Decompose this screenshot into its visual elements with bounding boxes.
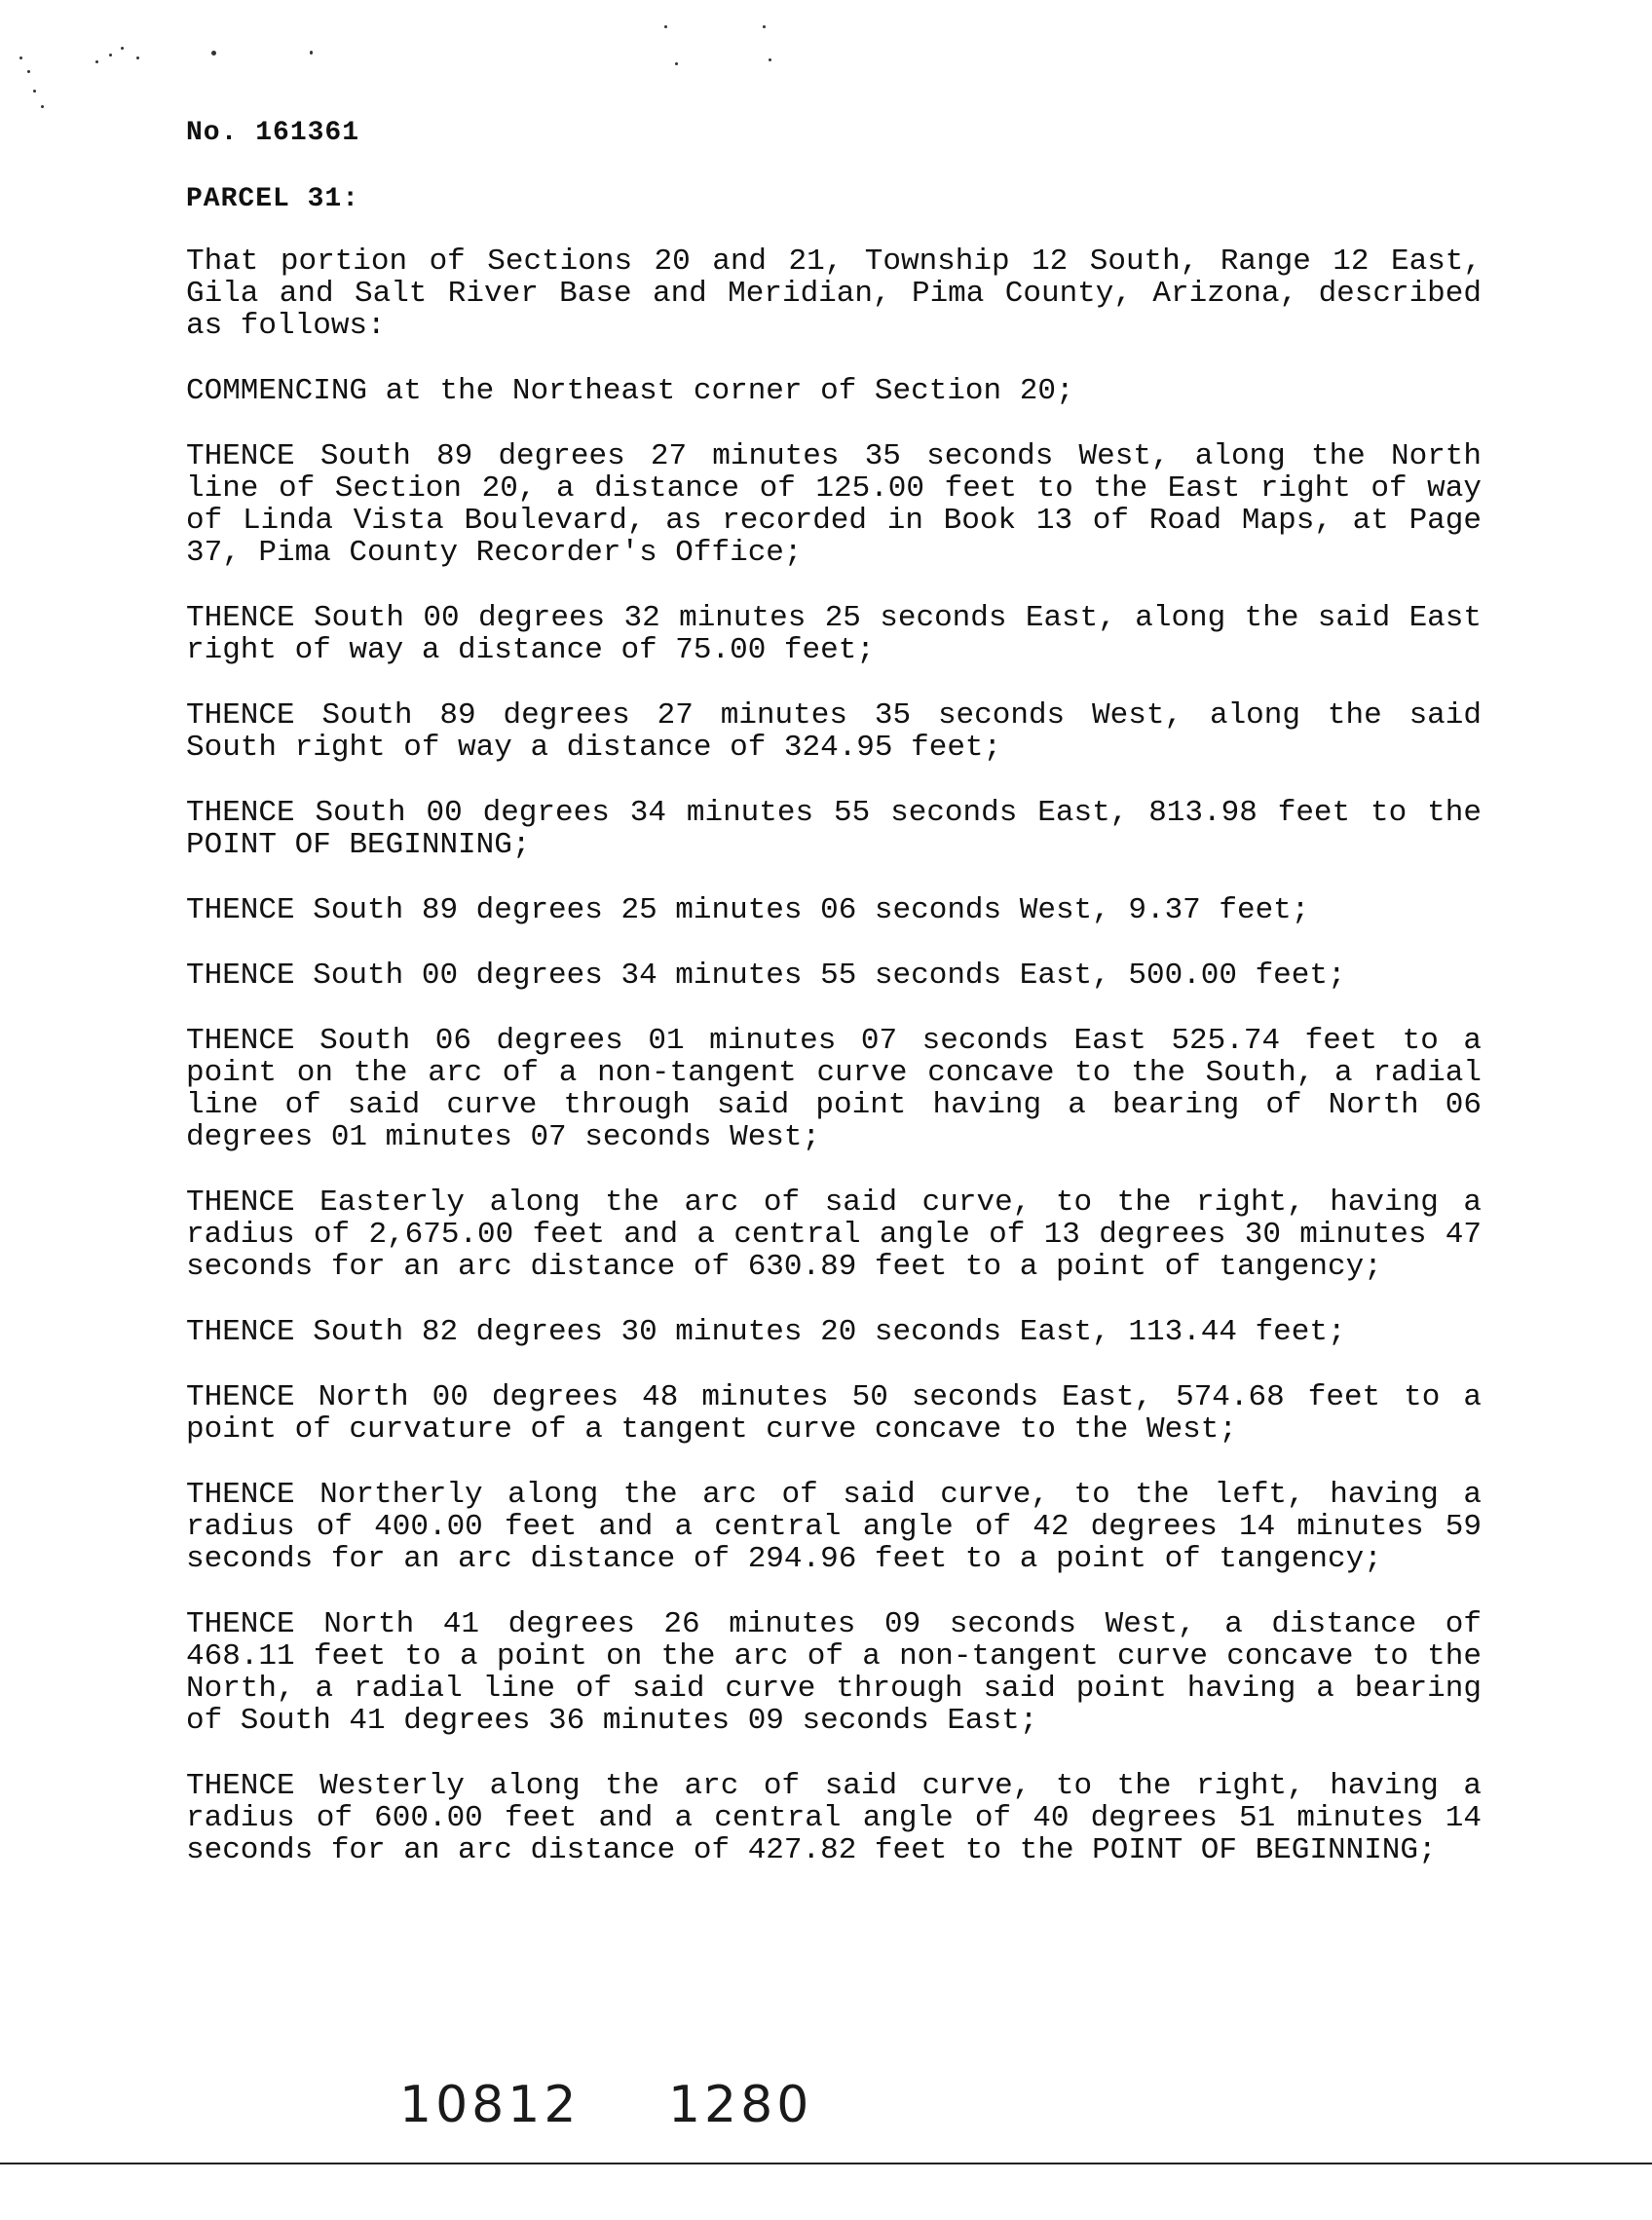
paragraph-course: THENCE South 89 degrees 25 minutes 06 seconds West, 9.37 feet; <box>186 893 1310 927</box>
parcel-heading: PARCEL 31: <box>186 184 360 214</box>
bottom-divider <box>0 2163 1652 2164</box>
paragraph-course: THENCE North 41 degrees 26 minutes 09 seconds West, a distance of 468.11 feet to a point on the arc of a non-tangent curve concave to the North, a radial line of said curve through said point having a bearing of South 41 degrees 36 minutes 09 seconds East; <box>186 1607 1482 1738</box>
paragraph-course: THENCE North 00 degrees 48 minutes 50 seconds East, 574.68 feet to a point of curvature of a tangent curve concave to the West; <box>186 1380 1482 1447</box>
recording-stamp <box>399 2076 812 2134</box>
paragraph-course: THENCE South 00 degrees 34 minutes 55 seconds East, 813.98 feet to the POINT OF BEGINNING; <box>186 796 1482 862</box>
paragraph-course: THENCE Westerly along the arc of said curve, to the right, having a radius of 600.00 feet and a central angle of 40 degrees 51 minutes 14 seconds for an arc distance of 427.82 feet to the POINT OF BEGINNING; <box>186 1769 1482 1867</box>
paragraph-course: THENCE South 89 degrees 27 minutes 35 seconds West, along the said South right of way a distance of 324.95 feet; <box>186 698 1482 765</box>
paragraph-course: THENCE South 82 degrees 30 minutes 20 seconds East, 113.44 feet; <box>186 1315 1346 1349</box>
paragraph-commencing: COMMENCING at the Northeast corner of Section 20; <box>186 374 1074 408</box>
paragraph-course: THENCE South 89 degrees 27 minutes 35 seconds West, along the North line of Section 20, a distance of 125.00 feet to the East right of way of Linda Vista Boulevard, as recorded in Book 13 of Road Maps, at Page 37, Pima County Recorder's Office; <box>186 439 1482 570</box>
paragraph-course: THENCE Northerly along the arc of said curve, to the left, having a radius of 400.00 feet and a central angle of 42 degrees 14 minutes 59 seconds for an arc distance of 294.96 feet to a point of tangency; <box>186 1478 1482 1576</box>
page-number: 1280 <box>667 2076 813 2134</box>
paragraph-course: THENCE Easterly along the arc of said curve, to the right, having a radius of 2,675.00 feet and a central angle of 13 degrees 30 minutes 47 seconds for an arc distance of 630.89 feet to a point of tangency; <box>186 1185 1482 1284</box>
document-number: No. 161361 <box>186 118 360 148</box>
paragraph-course: THENCE South 00 degrees 34 minutes 55 seconds East, 500.00 feet; <box>186 959 1346 993</box>
paragraph-course: THENCE South 00 degrees 32 minutes 25 seconds East, along the said East right of way a distance of 75.00 feet; <box>186 601 1482 667</box>
book-number: 10812 <box>399 2076 581 2134</box>
legal-description <box>186 245 1482 1900</box>
paragraph-course: THENCE South 06 degrees 01 minutes 07 seconds East 525.74 feet to a point on the arc of a non-tangent curve concave to the South, a radial line of said curve through said point having a bearing of North 06 degrees 01 minutes 07 seconds West; <box>186 1024 1482 1154</box>
paragraph-intro: That portion of Sections 20 and 21, Township 12 South, Range 12 East, Gila and Salt River Base and Meridian, Pima County, Arizona, described as follows: <box>186 245 1482 343</box>
